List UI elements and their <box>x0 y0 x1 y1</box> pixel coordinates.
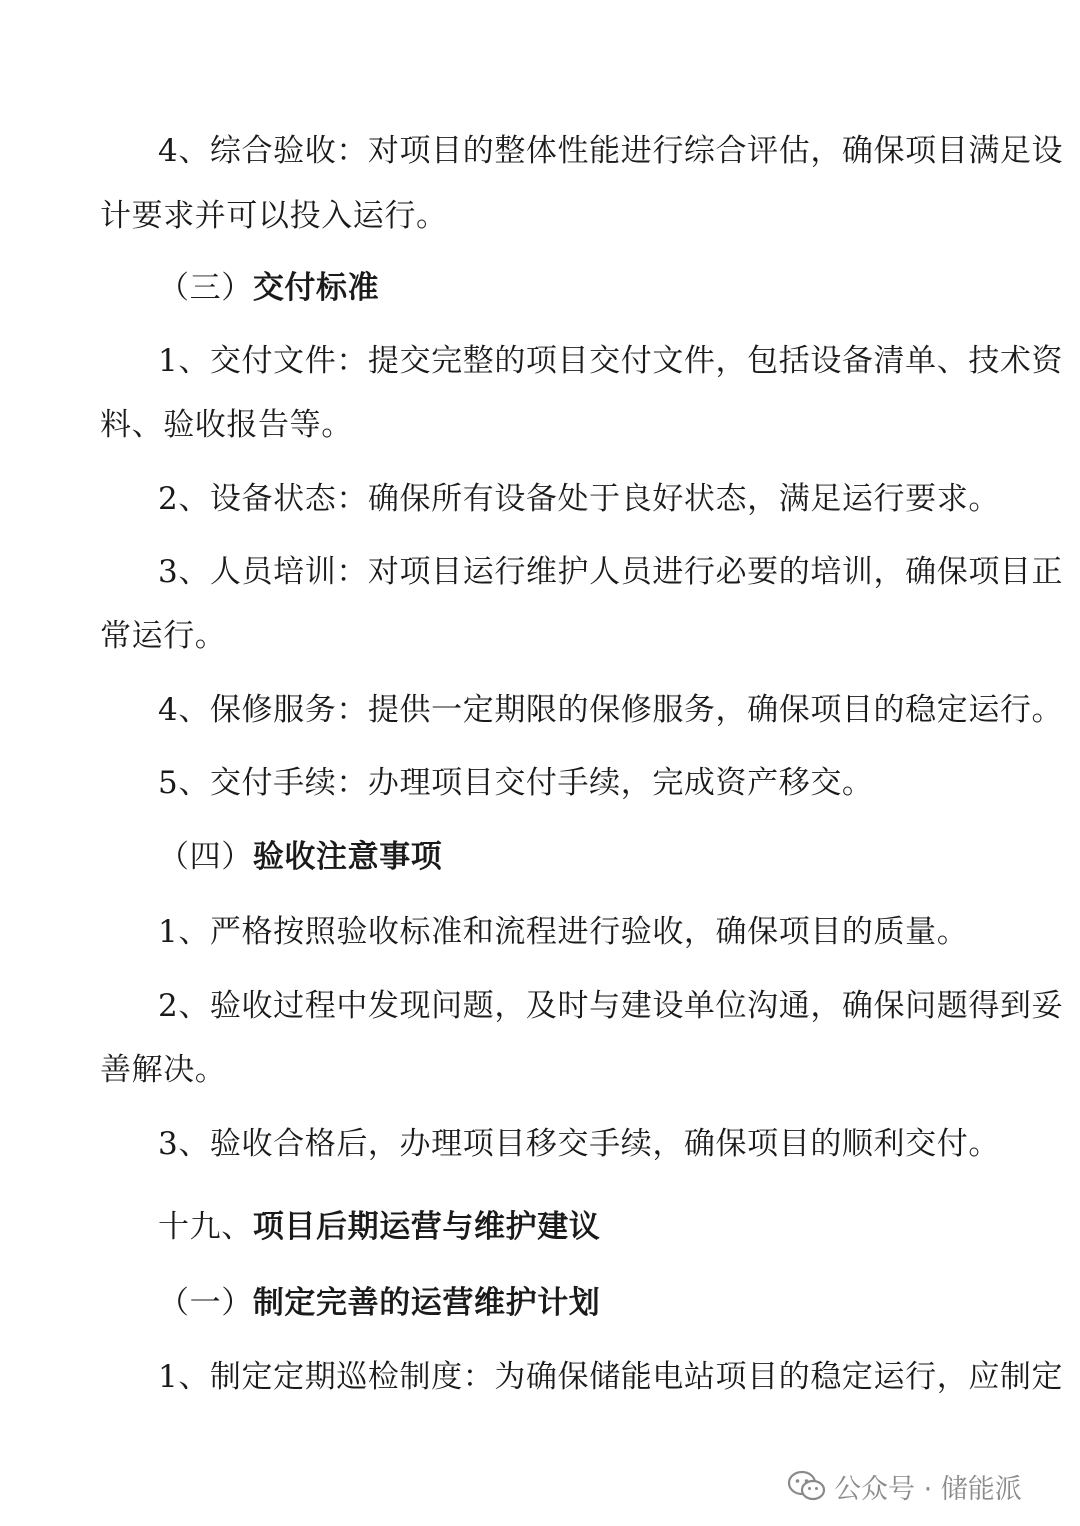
paragraph-line: 3、人员培训：对项目运行维护人员进行必要的培训，确保项目正 <box>158 554 1064 590</box>
heading-number: （一） <box>158 1285 253 1321</box>
section-heading-1 <box>158 1283 980 1323</box>
paragraph-line: 计要求并可以投入运行。 <box>100 198 448 234</box>
paragraph-line: 2、验收过程中发现问题，及时与建设单位沟通，确保问题得到妥 <box>158 988 1064 1024</box>
paragraph-line: 5、交付手续：办理项目交付手续，完成资产移交。 <box>158 765 874 801</box>
chapter-heading-19 <box>158 1207 980 1247</box>
paragraph-line: 4、保修服务：提供一定期限的保修服务，确保项目的稳定运行。 <box>158 692 1064 728</box>
heading-text: 交付标准 <box>252 270 380 306</box>
watermark-text: 公众号 · 储能派 <box>834 1473 1022 1505</box>
section-heading-3 <box>158 268 980 308</box>
section-heading-4 <box>158 837 980 877</box>
paragraph-line: 1、交付文件：提交完整的项目交付文件，包括设备清单、技术资 <box>158 343 1064 379</box>
paragraph-line: 料、验收报告等。 <box>100 407 353 443</box>
paragraph-line: 善解决。 <box>100 1052 227 1088</box>
wechat-icon <box>788 1470 826 1502</box>
heading-number: 十九、 <box>158 1209 253 1245</box>
paragraph-line: 2、设备状态：确保所有设备处于良好状态，满足运行要求。 <box>158 481 1000 517</box>
heading-number: （三） <box>158 270 253 306</box>
paragraph-line: 1、制定定期巡检制度：为确保储能电站项目的稳定运行，应制定 <box>158 1359 1064 1395</box>
heading-text: 项目后期运营与维护建议 <box>252 1209 601 1245</box>
paragraph-line: 常运行。 <box>100 618 227 654</box>
paragraph-line: 1、严格按照验收标准和流程进行验收，确保项目的质量。 <box>158 914 969 950</box>
heading-text: 制定完善的运营维护计划 <box>252 1285 601 1321</box>
paragraph-line: 4、综合验收：对项目的整体性能进行综合评估，确保项目满足设 <box>158 133 1064 169</box>
paragraph-line: 3、验收合格后，办理项目移交手续，确保项目的顺利交付。 <box>158 1126 1000 1162</box>
watermark <box>788 1466 1022 1506</box>
heading-text: 验收注意事项 <box>252 839 443 875</box>
heading-number: （四） <box>158 839 253 875</box>
